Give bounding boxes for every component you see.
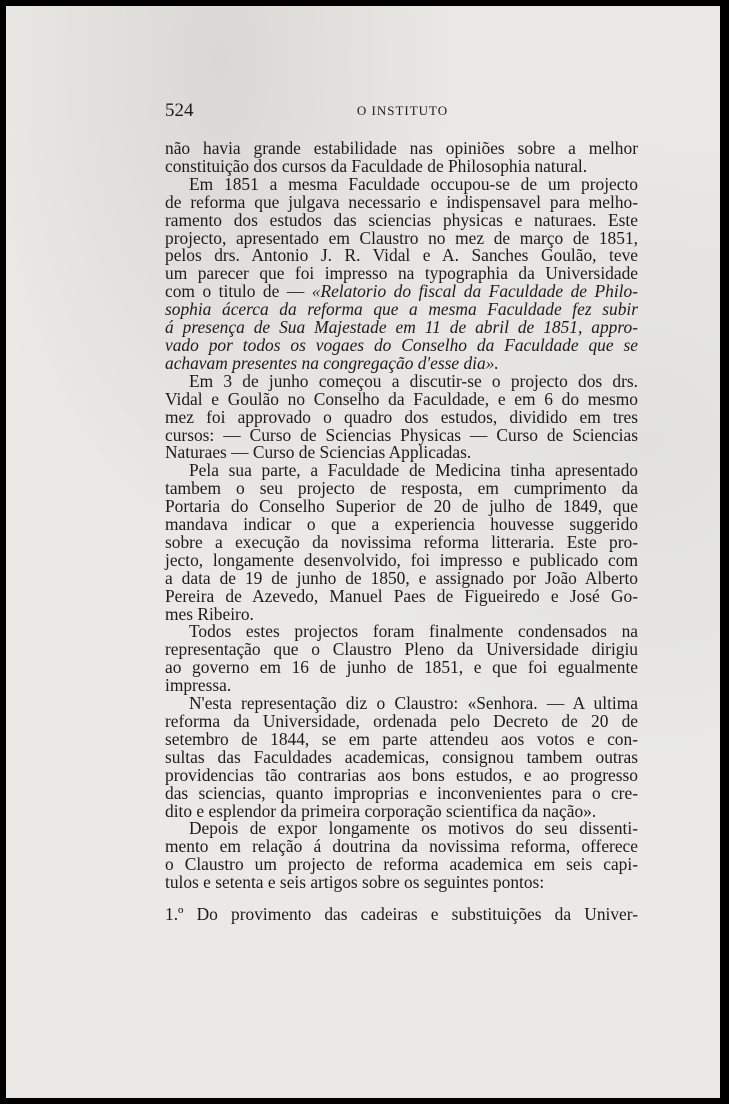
text-line: constituição dos cursos da Faculdade de Philosophia natural. — [165, 155, 588, 176]
list-item-line: 1.º Do provimento das cadeiras e substituições da Univer- — [165, 904, 638, 925]
text-line: Naturaes — Curso de Sciencias Applicadas. — [165, 442, 472, 463]
text-line: não havia grande estabilidade nas opiniões sobre a melhor — [165, 138, 638, 158]
text-line: Portaria do Conselho Superior de 20 de julho de 1849, que — [165, 496, 638, 517]
text-line: setembro de 1844, se em parte attendeu aos votos e con- — [165, 728, 638, 749]
text-line: jecto, longamente desenvolvido, foi impresso e publicado com — [165, 549, 638, 570]
italic-title: «Relatorio do fiscal da Faculdade de Philo- — [311, 281, 638, 302]
paragraph-start-line: N'esta representação diz o Claustro: «Senhora. — A ultima — [189, 693, 638, 714]
text-line: sultas das Faculdades academicas, consignou tambem outras — [165, 746, 638, 767]
text-line: reforma da Universidade, ordenada pelo Decreto de 20 de — [165, 711, 638, 731]
book-page — [6, 6, 720, 1098]
text-line: cursos: — Curso de Sciencias Physicas — Curso de Sciencias — [165, 424, 638, 445]
text-line: representação que o Claustro Pleno da Universidade dirigiu — [165, 639, 638, 660]
italic-title: sophia ácerca da reforma que a mesma Faculdade fez subir — [165, 299, 638, 320]
text-line: sobre a execução da novissima reforma litteraria. Este pro- — [165, 531, 638, 552]
text-line: o Claustro um projecto de reforma academica em seis capi- — [165, 854, 638, 875]
text-line: mandava indicar o que a experiencia houvesse suggerido — [165, 514, 638, 535]
text-line: com o titulo de — «Relatorio do fiscal da Faculdade de Philo- — [165, 281, 638, 302]
text-line: mento em relação á doutrina da novissima reforma, offerece — [165, 836, 638, 857]
text-line: Pereira de Azevedo, Manuel Paes de Figueiredo e José Go- — [165, 585, 638, 606]
text-line: impressa. — [165, 675, 232, 696]
text-line: a data de 19 de junho de 1850, e assignado por João Alberto — [165, 567, 638, 588]
paragraph-start-line: Em 3 de junho começou a discutir-se o projecto dos drs. — [189, 370, 638, 391]
paragraph-start-line: Em 1851 a mesma Faculdade occupou-se de um projecto — [189, 173, 638, 194]
text-line: mes Ribeiro. — [165, 603, 254, 624]
text-line: tambem o seu projecto de resposta, em cumprimento da — [165, 478, 638, 499]
text-line: mez foi approvado o quadro dos estudos, dividido em tres — [165, 406, 638, 427]
running-title: O INSTITUTO — [356, 103, 449, 118]
text-line: providencias tão contrarias aos bons estudos, e ao progresso — [165, 764, 638, 785]
page-number: 524 — [165, 100, 194, 121]
text-line: das sciencias, quanto improprias e inconvenientes para o cre- — [165, 782, 638, 803]
text-line: tulos e setenta e seis artigos sobre os seguintes pontos: — [165, 872, 545, 893]
paragraph-start-line: Depois de expor longamente os motivos do seu dissenti- — [189, 818, 638, 839]
body-text — [165, 140, 638, 924]
italic-title: vado por todos os vogaes do Conselho da Faculdade que se — [165, 334, 638, 355]
text-line: um parecer que foi impresso na typographia da Universidade — [165, 263, 638, 284]
paragraph-start-line: Todos estes projectos foram finalmente condensados na — [189, 621, 638, 642]
text-line: pelos drs. Antonio J. R. Vidal e A. Sanches Goulão, teve — [165, 245, 638, 266]
page-header — [165, 100, 640, 124]
text-line: ao governo em 16 de junho de 1851, e que foi egualmente — [165, 657, 638, 678]
italic-title: achavam presentes na congregação d'esse dia». — [165, 352, 499, 373]
text-line: projecto, apresentado em Claustro no mez de março de 1851, — [165, 227, 638, 248]
text-line: de reforma que julgava necessario e indispensavel para melho- — [165, 191, 638, 212]
text-line: dito e esplendor da primeira corporação scientifica da nação». — [165, 800, 597, 821]
italic-title: á presença de Sua Majestade em 11 de abril de 1851, appro- — [165, 317, 638, 338]
text-line: ramento dos estudos das sciencias physicas e naturaes. Este — [165, 209, 638, 230]
paragraph-start-line: Pela sua parte, a Faculdade de Medicina tinha apresentado — [189, 460, 638, 481]
text-line: Vidal e Goulão no Conselho da Faculdade, e em 6 do mesmo — [165, 388, 638, 409]
